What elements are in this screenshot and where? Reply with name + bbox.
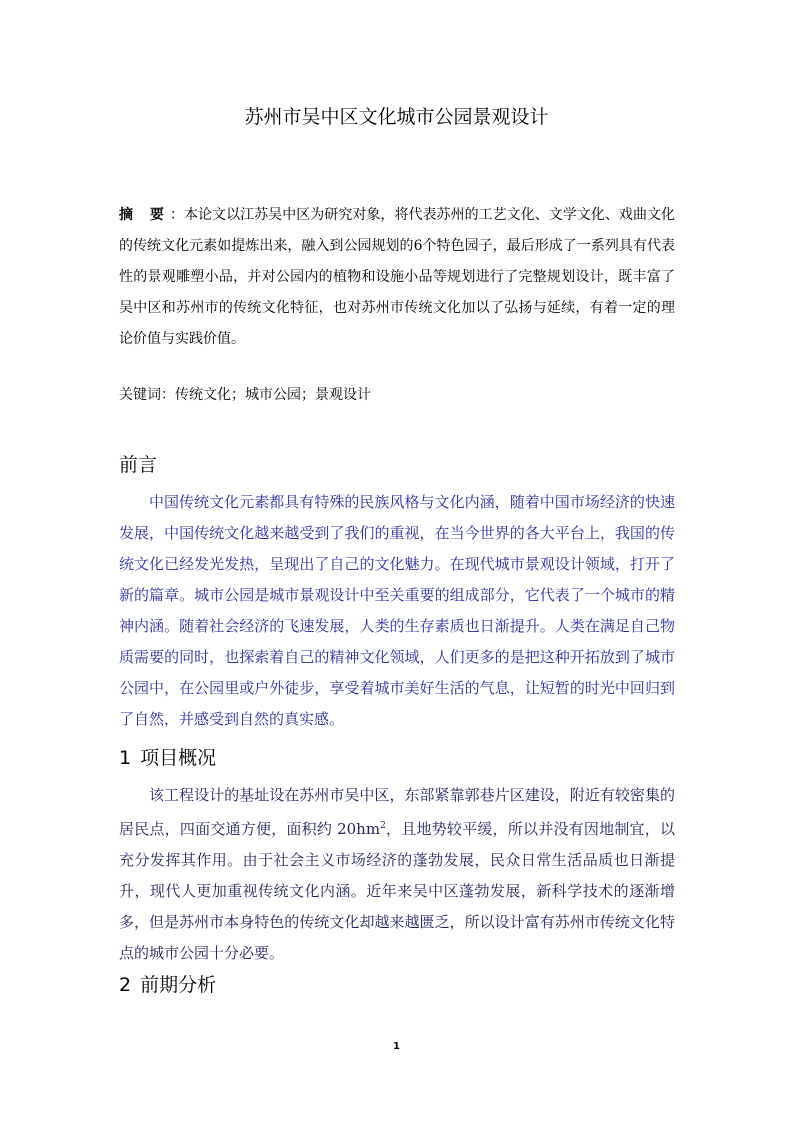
section-heading-overview	[119, 744, 675, 772]
abstract	[119, 200, 675, 355]
section-number: 2	[119, 974, 132, 996]
section-title: 项目概况	[140, 747, 217, 769]
overview-text-a: 该工程设计的基址设在苏州市吴中区，东部紧靠郭巷片区建设，附近有较密集的居民点，四面交通方便，面积约 20hm	[119, 786, 675, 838]
abstract-label: 摘 要	[119, 207, 170, 223]
overview-text-b: ，且地势较平缓，所以并没有因地制宜，以充分发挥其作用。由于社会主义市场经济的蓬勃发展，民众日常生活品质也日渐提升，现代人更加重视传统文化内涵。近年来吴中区蓬勃发展，新科学技术的逐渐增多，但是苏州市本身特色的传统文化却越来越匮乏，所以设计富有苏州市传统文化特点的城市公园十分必要。	[119, 820, 675, 962]
section-title: 前言	[119, 454, 158, 476]
preface-paragraph: 中国传统文化元素都具有特殊的民族风格与文化内涵，随着中国市场经济的快速发展，中国传统文化越来越受到了我们的重视，在当今世界的各大平台上，我国的传统文化已经发光发热，呈现出了自己的文化魅力。在现代城市景观设计领域，打开了新的篇章。城市公园是城市景观设计中至关重要的组成部分，它代表了一个城市的精神内涵。随着社会经济的飞速发展，人类的生存素质也日渐提升。人类在满足自己物质需要的同时，也探索着自己的精神文化领域，人们更多的是把这种开拓放到了城市公园中，在公园里或户外徒步，享受着城市美好生活的气息，让短暂的时光中回归到了自然，并感受到自然的真实感。	[119, 493, 675, 728]
area-unit-superscript: 2	[380, 821, 386, 831]
paper-title: 苏州市吴中区文化城市公园景观设计	[244, 106, 549, 128]
overview-paragraph	[119, 780, 675, 969]
page-number: 1	[393, 1041, 400, 1052]
section-heading-preface	[119, 451, 675, 479]
abstract-text: ：本论文以江苏吴中区为研究对象，将代表苏州的工艺文化、文学文化、戏曲文化的传统文化元素如提炼出来，融入到公园规划的6个特色园子，最后形成了一系列具有代表性的景观雕塑小品，并对公园内的植物和设施小品等规划进行了完整规划设计，既丰富了吴中区和苏州市的传统文化特征，也对苏州市传统文化加以了弘扬与延续，有着一定的理论价值与实践价值。	[119, 207, 676, 347]
section-number: 1	[119, 747, 132, 769]
section-heading-analysis	[119, 971, 675, 999]
section-title: 前期分析	[140, 974, 217, 996]
keywords: 关键词：传统文化；城市公园；景观设计	[119, 387, 371, 403]
